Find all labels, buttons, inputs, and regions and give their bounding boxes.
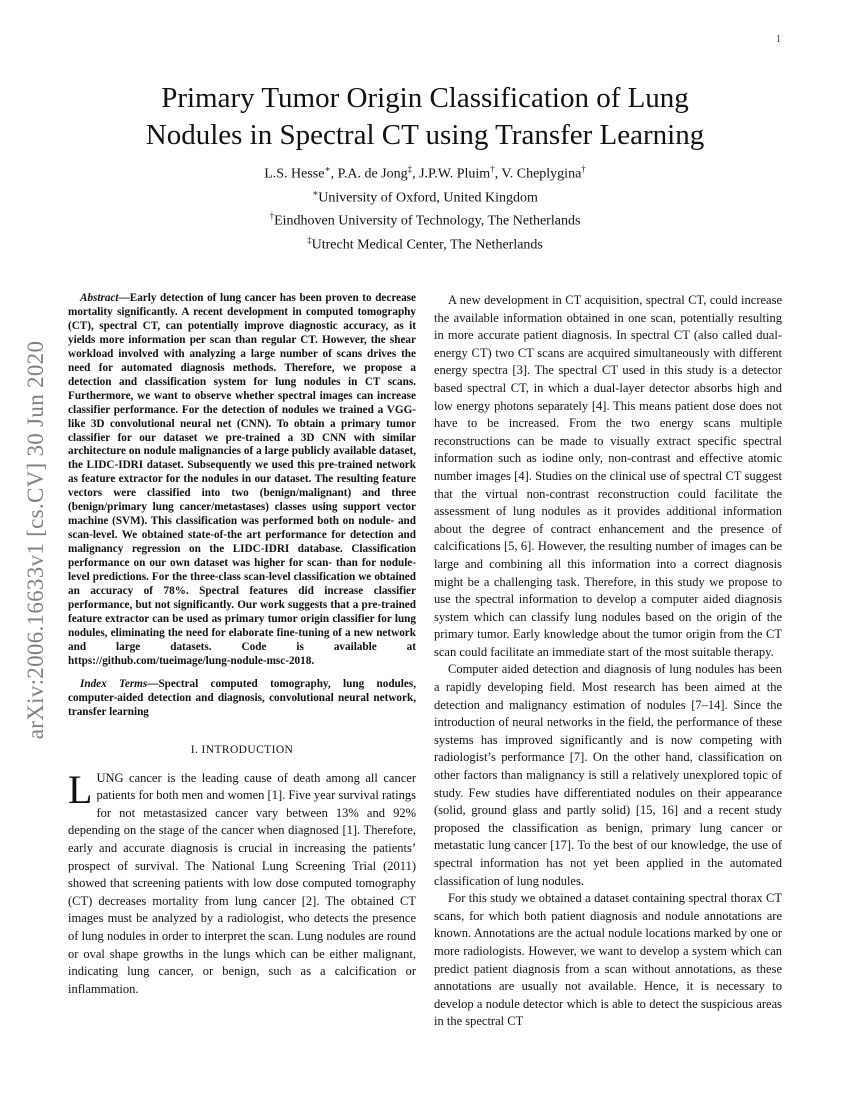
- index-terms-text: —Spectral computed tomography, lung nodules, computer-aided detection and diagnosis, convolutional neural network, transfer learning: [68, 677, 416, 718]
- right-column: [434, 292, 782, 1031]
- intro-paragraph-3: Computer aided detection and diagnosis of lung nodules has been a rapidly developing field. Most research has been aimed at the detection and malignancy estimation of nodules [7–14]. Since the introduction of neural networks in the field, the performance of these systems has improved significantly and is now competing with radiologist’s performance [7]. On the other hand, classification on other factors than malignancy is still a relatively unexplored topic of study. Few studies have differentiated nodules on their appearance (solid, ground glass and partly solid) [15, 16] and a recent study proposed the classification as benign, primary lung cancer or metastatic lung cancer [17]. To the best of our knowledge, the use of spectral information has not yet been applied in the automated classification of lung nodules.: [434, 662, 782, 888]
- paper-title: [60, 80, 790, 154]
- affiliation-2-mark: †: [269, 211, 275, 222]
- affiliation-2-text: Eindhoven University of Technology, The Netherlands: [274, 213, 581, 229]
- intro-paragraph-2: A new development in CT acquisition, spectral CT, could increase the available information obtained in one scan, potentially resulting in more accurate patient diagnosis. In spectral CT (also called dual-energy CT) two CT scans are acquired simultaneously with different energy spectra [3]. The spectral CT used in this study is a detector based spectral CT, in which a dual-layer detector absorbs high and low energy photons separately [4]. This means patient dose does not have to be increased. From the two energy scans multiple reconstructions can be made to visually extract specific spectral information such as iodine only, non-contrast and effective atomic number images [4]. Studies on the clinical use of spectral CT suggest that the virtual non-contrast reconstruction could facilitate the assessment of lung nodules as it provides additional information about the degree of contract enhancement and the presence of calcifications [5, 6]. However, the resulting number of images can be large and combining all this information into a correct diagnosis might be a challenging task. Therefore, in this study we propose to use the spectral information to develop a computer aided diagnosis system which can classify lung nodules based on the origin of the primary tumor. Early knowledge about the tumor origin from the CT scan could facilitate an immediate start of the most suitable therapy.: [434, 293, 782, 659]
- author-1-mark: ∗: [324, 164, 331, 174]
- author-1: L.S. Hesse: [264, 166, 325, 182]
- section-heading-introduction: I. INTRODUCTION: [190, 743, 294, 756]
- affiliation-3-text: Utrecht Medical Center, The Netherlands: [311, 237, 543, 253]
- index-terms: [68, 678, 416, 720]
- affiliation-3: [60, 231, 790, 255]
- affiliation-1-text: University of Oxford, United Kingdom: [318, 190, 538, 206]
- intro-paragraph-4: For this study we obtained a dataset containing spectral thorax CT scans, for which both patient diagnosis and nodule annotations are known. Annotations are the actual nodule locations marked by one or more radiologists. However, we want to develop a system which can predict patient diagnosis from a scan without annotations, as these annotations are usually not available. Hence, it is necessary to develop a nodule detector which is able to detect the suspicious areas in the spectral CT: [434, 891, 782, 1029]
- affiliation-2: [60, 207, 790, 231]
- affiliation-1: [60, 184, 790, 208]
- author-2-mark: ‡: [407, 164, 413, 174]
- drop-cap: L: [68, 766, 93, 812]
- author-block: [60, 160, 790, 255]
- intro-paragraph-1-text: UNG cancer is the leading cause of death among all cancer patients for both men and women [1]. Five year survival ratings for not metastasized cancer vary between 13% and 92% depending on the stage of the cancer when diagnosed [1]. Therefore, early and accurate diagnosis is crucial in increasing the patients’ prospect of survival. The National Lung Screening Trial (2011) showed that screening patients with low dose computed tomography (CT) decreases mortality from lung cancer [2]. The obtained CT images must be analyzed by a radiologist, who detects the presence of lung nodules in order to interpret the scan. Lung nodules are round or oval shape growths in the lungs which can be either malignant, indicating lung cancer, or benign, such as a calcification or inflammation.: [68, 770, 416, 996]
- title-line-2: Nodules in Spectral CT using Transfer Learning: [145, 119, 705, 151]
- affiliation-1-mark: ∗: [312, 187, 319, 198]
- author-4-mark: †: [581, 164, 586, 174]
- arxiv-identifier-text: arXiv:2006.16633v1 [cs.CV] 30 Jun 2020: [23, 340, 48, 740]
- page-number: 1: [776, 34, 781, 45]
- author-3: , J.P.W. Pluim: [412, 166, 491, 182]
- abstract: [68, 292, 416, 669]
- affiliation-3-mark: ‡: [307, 234, 312, 245]
- abstract-text: —Early detection of lung cancer has been proven to decrease mortality significantly. A recent development in computed tomography (CT), spectral CT, can potentially improve diagnostic accuracy, as it yields more information per scan than regular CT. However, the shear workload involved with analyzing a large number of scans drives the need for automated diagnosis methods. Therefore, we propose a detection and classification system for lung nodules in CT scans. Furthermore, we want to observe whether spectral images can increase classifier performance. For the detection of nodules we trained a VGG-like 3D convolutional neural net (CNN). To obtain a primary tumor classifier for our dataset we pre-trained a 3D CNN with similar architecture on nodule malignancies of a large publicly available dataset, the LIDC-IDRI dataset. Subsequently we used this pre-trained network as feature extractor for the nodules in our dataset. The resulting feature vectors were classified into two (benign/malignant) and three (benign/primary lung cancer/metastases) classes using support vector machine (SVM). This classification was performed both on nodule- and scan-level. We obtained state-of-the art performance for detection and malignancy regression on the LIDC-IDRI database. Classification performance on our own dataset was higher for scan- than for nodule-level predictions. For the three-class scan-level classification we obtained an accuracy of 78%. Spectral features did increase classifier performance, but not significantly. Our work suggests that a pre-trained feature extractor can be used as primary tumor origin classifier for lung nodules, eliminating the need for elaborate fine-tuning of a new network and large datasets. Code is available at https://github.com/tueimage/lung-nodule-msc-2018.: [68, 292, 416, 667]
- left-column: [68, 292, 416, 998]
- title-line-1: Primary Tumor Origin Classification of Lung: [161, 82, 689, 114]
- author-2: , P.A. de Jong: [330, 166, 408, 182]
- index-terms-lead: Index Terms: [80, 677, 148, 690]
- intro-paragraph-1: [68, 766, 416, 999]
- abstract-lead: Abstract: [80, 292, 119, 304]
- author-4: , V. Cheplygina: [494, 166, 582, 182]
- author-names: [60, 160, 790, 184]
- arxiv-identifier-stamp: [22, 300, 50, 780]
- author-3-mark: †: [490, 164, 495, 174]
